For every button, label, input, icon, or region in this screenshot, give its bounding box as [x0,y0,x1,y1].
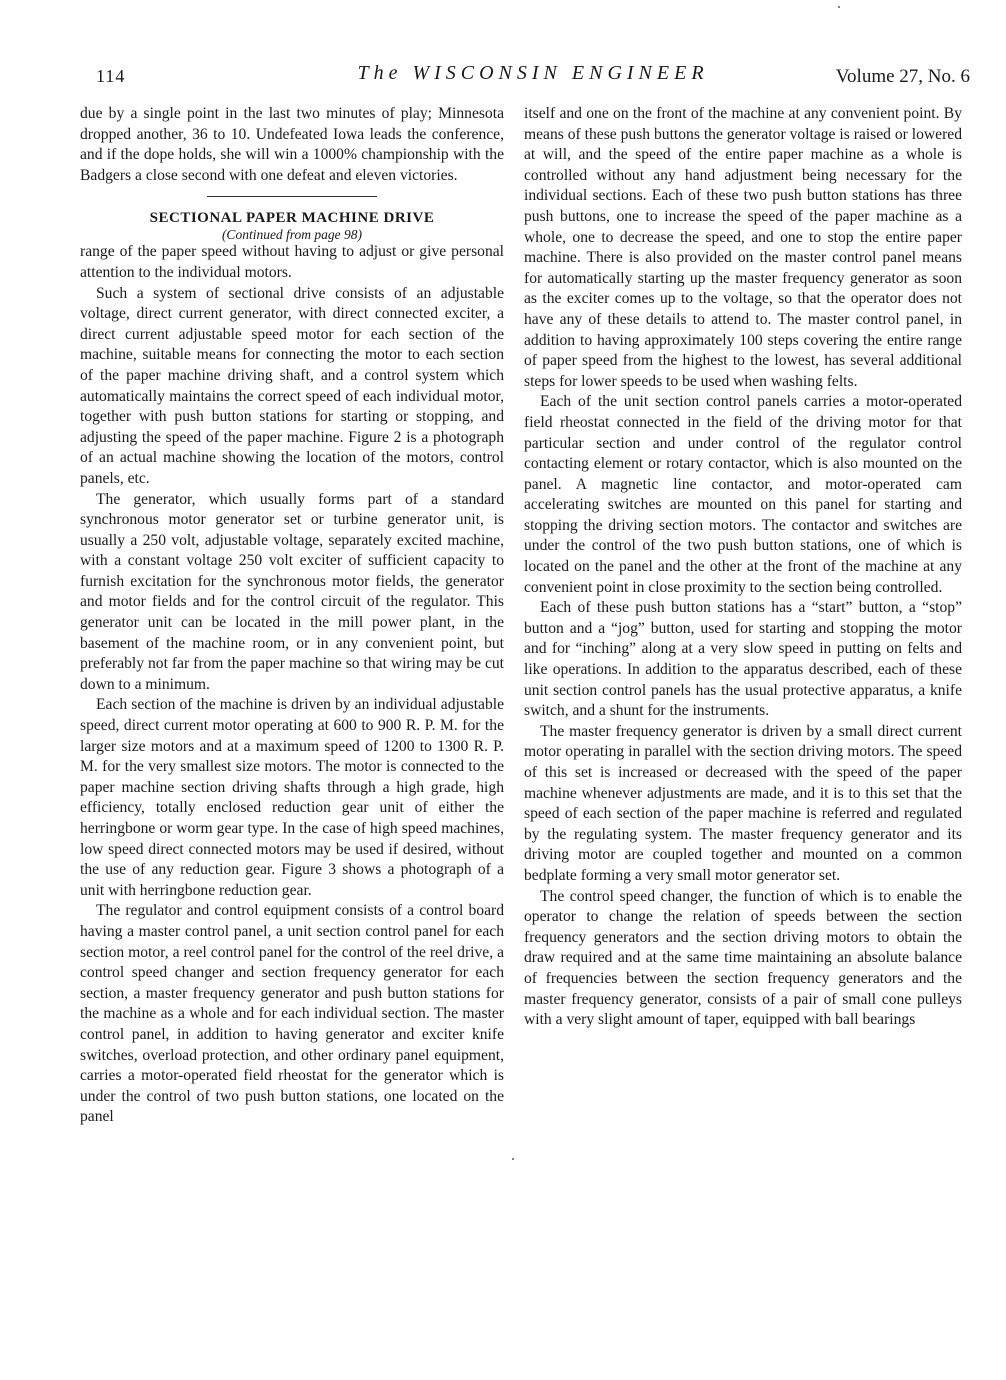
paragraph: The master frequency generator is driven by a small direct current motor operating in parallel with the section driving motors. The speed of this set is increased or decreased with the speed of the paper machine whenever adjustments are made, and it is to this set that the speed of each section of the paper machine is referred and regulated by the regulating system. The master frequency generator and its driving motor are coupled together and mounted on a common bedplate forming a very small motor generator set. [524,722,962,884]
right-column [524,104,962,1031]
page-number: 114 [96,66,126,86]
section-divider [207,196,377,197]
paragraph: The control speed changer, the function of which is to enable the operator to change the relation of speeds between the section frequency generators and the section driving motors to obtain the draw required and at the same time maintaining an absolute balance of frequencies between the section frequency generators and the master frequency generator, consists of a pair of small cone pulleys with a very slight amount of taper, equipped with ball bearings [524,887,962,1029]
paragraph: The generator, which usually forms part of a standard synchronous motor generator set or turbine generator unit, is usually a 250 volt, adjustable voltage, separately excited machine, with a constant voltage 250 volt exciter of sufficient capacity to furnish excitation for the synchronous motor fields, the generator and motor fields and for the control circuit of the regulator. This generator unit can be located in the mill power plant, in the basement of the machine room, or in any convenient point, but preferably not far from the paper machine so that wiring may be cut down to a minimum. [80,490,504,693]
scan-speck [838,6,840,8]
journal-title: The WISCONSIN ENGINEER [357,62,709,84]
left-column [80,104,504,1128]
page-header [96,62,970,92]
volume-issue: Volume 27, No. 6 [835,66,970,87]
scan-speck [512,1158,514,1160]
paragraph: itself and one on the front of the machine at any convenient point. By means of these push buttons the generator voltage is raised or lowered at will, and the speed of the entire paper machine as a whole is controlled without any hand adjustment being necessary for the individual sections. Each of these two push button stations has three push buttons, one to increase the speed of the paper machine as a whole, one to decrease the speed, and one to stop the entire paper machine. There is also provided on the master control panel means for automatically starting up the master frequency generator as soon as the exciter comes up to the voltage, so that the operator does not have any of these details to attend to. The master control panel, in addition to having approximately 100 steps covering the entire range of paper speed from the highest to the lowest, has several additional steps for lower speeds to be used when washing felts. [524,105,962,390]
paragraph: The regulator and control equipment consists of a control board having a master control panel, a unit section control panel for each section motor, a reel control panel for the control of the reel drive, a control speed changer and section frequency generator for each section, a master frequency generator and push button stations for the machine as a whole and for each individual section. The master control panel, in addition to having generator and exciter knife switches, overload protection, and other ordinary panel equipment, carries a motor-operated field rheostat for the generator which is under the control of two push button stations, one located on the panel [80,902,504,1126]
paragraph: Each section of the machine is driven by an individual adjustable speed, direct current motor operating at 600 to 900 R. P. M. for the larger size motors and at a maximum speed of 1200 to 1300 R. P. M. for the very smallest size motors. The motor is connected to the paper machine section driving shafts through a high grade, high efficiency, totally enclosed reduction gear unit of either the herringbone or worm gear type. In the case of high speed machines, low speed direct connected motors may be used if desired, without the use of any reduction gear. Figure 3 shows a photograph of a unit with herringbone reduction gear. [80,696,504,899]
paragraph: Each of the unit section control panels carries a motor-operated field rheostat connected in the field of the driving motor for that particular section and under control of the regulator control contacting element or rotary contactor, which is also mounted on the panel. A magnetic line contactor, and motor-operated cam accelerating switches are mounted on this panel for starting and stopping the driving section motors. The contactor and switches are under the control of the two push button stations, one of which is located on the panel and the other at the front of the machine at any convenient point in close proximity to the section being controlled. [524,393,962,596]
paragraph: Such a system of sectional drive consists of an adjustable voltage, direct current generator, with direct connected exciter, a direct current adjustable speed motor for each section of the machine, suitable means for connecting the motor to each section of the paper machine driving shaft, and a control system which automatically maintains the correct speed of each individual motor, together with push button stations for starting or stopping, and adjusting the speed of the paper machine. Figure 2 is a photograph of an actual machine showing the location of the motors, control panels, etc. [80,284,504,487]
continued-note: (Continued from page 98) [221,227,363,243]
section-title: SECTIONAL PAPER MACHINE DRIVE [149,210,435,227]
intro-paragraph: due by a single point in the last two minutes of play; Minnesota dropped another, 36 to 10. Undefeated Iowa leads the conference, and if the dope holds, she will win a 1000% championship with the Badgers a close second with one defeat and eleven victories. [80,105,504,184]
paragraph: Each of these push button stations has a “start” button, a “stop” button and a “jog” button, used for starting and stopping the motor and for “inching” along at a very slow speed in putting on felts and like operations. In addition to the apparatus described, each of these unit section control panels has the usual protective apparatus, a knife switch, and a shunt for the instruments. [524,599,962,720]
paragraph: range of the paper speed without having to adjust or give personal attention to the individual motors. [80,243,504,281]
